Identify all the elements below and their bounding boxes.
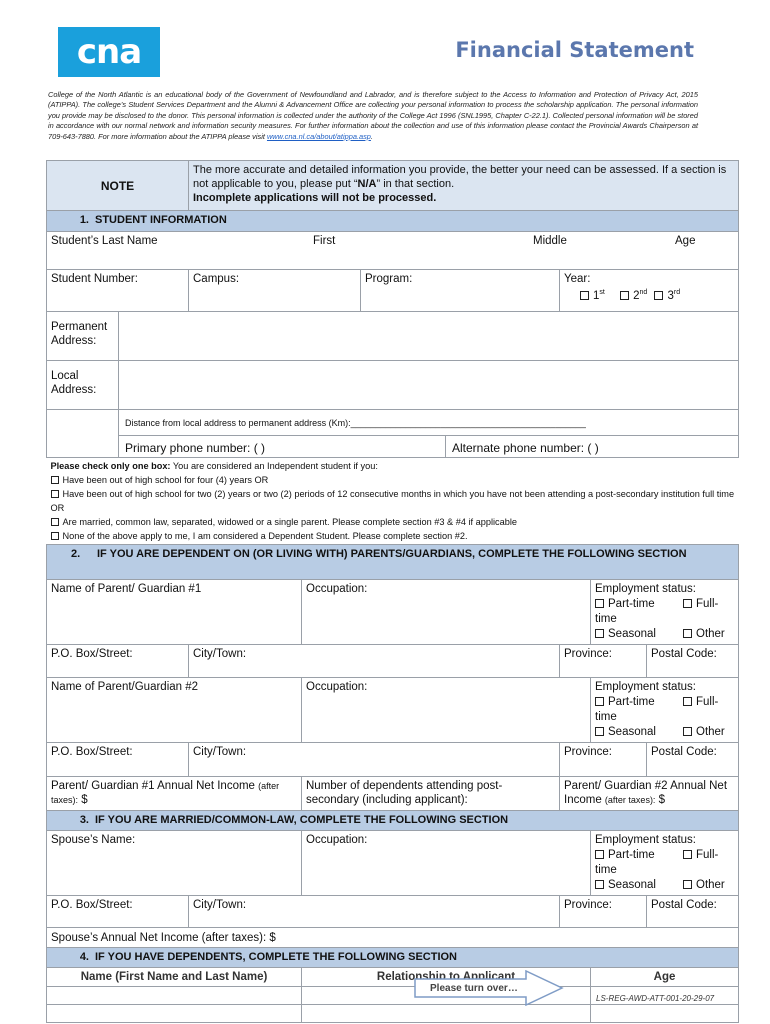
year-3-label: 3 [667, 289, 674, 302]
part-time-checkbox[interactable] [595, 597, 683, 612]
checkbox-icon [683, 629, 692, 638]
other-label: Other [696, 726, 725, 738]
parent2-name-field[interactable] [47, 678, 302, 743]
parent2-province-field[interactable] [560, 743, 647, 777]
checkbox-icon [51, 490, 59, 498]
note-text-1: The more accurate and detailed information you provide, the better your need can be assessed. If a section is not applicable to you, please put “ [193, 164, 727, 190]
status-option-1-label: Have been out of high school for four (4) years OR [62, 475, 269, 485]
after-taxes-label: (after taxes): [604, 795, 656, 805]
program-label: Program: [365, 273, 413, 285]
spouse-income-field[interactable] [47, 928, 739, 948]
year-2-checkbox[interactable] [620, 290, 647, 302]
parent2-income-field[interactable] [560, 777, 739, 811]
checkbox-icon [683, 599, 692, 608]
part-time-label: Part-time [608, 598, 655, 610]
city-label: City/Town: [193, 899, 247, 911]
other-label: Other [696, 628, 725, 640]
part-time-label: Part-time [608, 849, 655, 861]
parent1-income-field[interactable] [47, 777, 302, 811]
note-na: N/A [357, 178, 377, 190]
section-4-number: 4. [79, 951, 89, 963]
note-text-2: ” in that section. [376, 178, 455, 190]
checkbox-icon [654, 291, 663, 300]
seasonal-checkbox[interactable] [595, 627, 683, 642]
section-4-title: IF YOU HAVE DEPENDENTS, COMPLETE THE FOLLOWING SECTION [95, 951, 458, 963]
part-time-checkbox[interactable] [595, 848, 683, 863]
student-status-block [47, 458, 739, 545]
parent2-city-field[interactable] [189, 743, 560, 777]
cna-logo [58, 27, 160, 77]
checkbox-icon [595, 850, 604, 859]
po-box-label: P.O. Box/Street: [51, 648, 133, 660]
spouse-province-field[interactable] [560, 896, 647, 928]
status-option-3-label: Are married, common law, separated, widowed or a single parent. Please complete section #3 & #4 if applicable [62, 517, 518, 527]
note-label: NOTE [47, 161, 189, 211]
parent2-occupation-field[interactable] [302, 678, 591, 743]
checkbox-icon [595, 697, 604, 706]
section-1-number: 1. [79, 214, 89, 226]
checkbox-icon [595, 599, 604, 608]
checkbox-icon [683, 880, 692, 889]
parent2-street-field[interactable] [47, 743, 189, 777]
section-2-number: 2. [71, 548, 81, 560]
turn-over-text: Please turn over… [430, 983, 518, 994]
dependent-age-cell[interactable] [591, 1005, 739, 1023]
checkbox-icon [595, 880, 604, 889]
page-title: Financial Statement [455, 38, 694, 62]
city-label: City/Town: [193, 746, 247, 758]
spacer-cell [47, 436, 119, 458]
dependent-name-cell[interactable] [47, 1005, 302, 1023]
province-label: Province: [564, 746, 612, 758]
status-option-2[interactable] [51, 489, 735, 513]
year-3-checkbox[interactable] [654, 290, 680, 302]
spouse-income-label: Spouse’s Annual Net Income (after taxes): $ [51, 932, 276, 944]
parent2-postal-field[interactable] [647, 743, 739, 777]
full-time-label: Full-time [595, 696, 719, 723]
checkbox-icon [683, 727, 692, 736]
section-2-title: IF YOU ARE DEPENDENT ON (OR LIVING WITH) PARENTS/GUARDIANS, COMPLETE THE FOLLOWING SECTION [97, 548, 687, 560]
dollar-sign: $ [81, 794, 88, 806]
alternate-phone-field[interactable]: Alternate phone number: ( ) [446, 436, 739, 458]
full-time-label: Full-time [595, 849, 719, 876]
turn-over-arrow [414, 970, 564, 1006]
status-option-2-label: Have been out of high school for two (2) years or two (2) periods of 12 consecutive months in which you have not been attending a post-secondary institution full time OR [50, 489, 735, 513]
student-name-row[interactable] [47, 232, 739, 270]
student-number-field[interactable] [47, 270, 189, 312]
checkbox-icon [595, 727, 604, 736]
spouse-city-field[interactable] [189, 896, 560, 928]
campus-field[interactable] [189, 270, 361, 312]
local-address-label: Local Address: [47, 361, 119, 410]
form-code: LS-REG-AWD-ATT-001-20-29-07 [596, 994, 715, 1003]
spouse-postal-field[interactable] [647, 896, 739, 928]
parent1-employment-field [591, 580, 739, 645]
year-2-label: 2 [633, 289, 640, 302]
dependents-label: Number of dependents attending post-secondary (including applicant): [306, 780, 503, 806]
spouse-name-field[interactable] [47, 831, 302, 896]
part-time-label: Part-time [608, 696, 655, 708]
section-1-header [47, 211, 739, 232]
occupation-label: Occupation: [306, 681, 368, 693]
spouse-street-field[interactable] [47, 896, 189, 928]
checkbox-icon [595, 629, 604, 638]
parent1-occupation-field[interactable] [302, 580, 591, 645]
checkbox-icon [683, 697, 692, 706]
checkbox-icon [51, 476, 59, 484]
year-1-label: 1 [593, 289, 600, 302]
province-label: Province: [564, 899, 612, 911]
parent1-province-field[interactable] [560, 645, 647, 678]
year-1-suffix: st [599, 289, 605, 296]
po-box-label: P.O. Box/Street: [51, 899, 133, 911]
employment-label: Employment status: [595, 583, 696, 595]
campus-label: Campus: [193, 273, 240, 285]
seasonal-label: Seasonal [608, 628, 656, 640]
col-relationship: Relationship to Applicant [302, 968, 591, 987]
postal-code-label: Postal Code: [651, 746, 717, 758]
checkbox-icon [580, 291, 589, 300]
dollar-sign: $ [658, 794, 666, 806]
postal-code-label: Postal Code: [651, 899, 717, 911]
seasonal-label: Seasonal [608, 879, 656, 891]
section-3-title: IF YOU ARE MARRIED/COMMON-LAW, COMPLETE THE FOLLOWING SECTION [95, 814, 509, 826]
last-name-label: Student’s Last Name [51, 235, 158, 247]
distance-field[interactable]: Distance from local address to permanent address (Km):_______________________________________________ [119, 410, 739, 436]
dependent-relationship-cell[interactable] [302, 1005, 591, 1023]
section-1-title: STUDENT INFORMATION [95, 214, 227, 226]
occupation-label: Occupation: [306, 834, 368, 846]
parent2-name-label: Name of Parent/Guardian #2 [51, 681, 199, 693]
status-option-4[interactable] [51, 531, 468, 541]
parent2-income-label: Parent/ Guardian #2 Annual Net Income [564, 780, 728, 806]
year-1-checkbox[interactable] [580, 290, 605, 302]
financial-statement-form [46, 160, 739, 1023]
postal-code-label: Postal Code: [651, 648, 717, 660]
after-taxes-label: (after taxes): [51, 781, 280, 805]
dependents-field[interactable] [302, 777, 560, 811]
section-3-number: 3. [79, 814, 89, 826]
status-option-1[interactable] [51, 475, 269, 485]
permanent-address-field[interactable] [119, 312, 739, 361]
program-field[interactable] [361, 270, 560, 312]
spouse-occupation-field[interactable] [302, 831, 591, 896]
part-time-checkbox[interactable] [595, 695, 683, 710]
employment-label: Employment status: [595, 681, 696, 693]
year-field [560, 270, 739, 312]
col-dependent-name: Name (First Name and Last Name) [47, 968, 302, 987]
seasonal-checkbox[interactable] [595, 878, 683, 893]
spouse-employment-field [591, 831, 739, 896]
primary-phone-field[interactable]: Primary phone number: ( ) [119, 436, 446, 458]
spacer-cell [47, 410, 119, 436]
privacy-notice-end: . [370, 131, 373, 141]
employment-label: Employment status: [595, 834, 696, 846]
parent1-city-field[interactable] [189, 645, 560, 678]
status-option-3[interactable] [51, 517, 518, 527]
other-checkbox[interactable] [683, 879, 725, 891]
parent2-employment-field [591, 678, 739, 743]
privacy-notice-text: College of the North Atlantic is an educational body of the Government of Newfoundland and Labrador, and is therefore subject to the Access to Information and Protection of Privacy Act, 2015 (ATIPPA). The college’s Student Services Department and the Alumni & Advancement Office are collecting your personal information to process the scholarship application. The personal information you provide may be disclosed to the donor. This personal information is collected under the authority of the College Act 1996 (SNL1995, Chapter C-22.1). Collected personal information will be stored in accordance with our normal network and information security measures. For further information about the collection and use of this information please contact the Provincial Awards Chairperson at 709-643-7880. For more information about the ATIPPA please visit [48, 90, 698, 141]
checkbox-icon [51, 532, 59, 540]
status-lead-bold: Please check only one box: [50, 461, 171, 471]
atippa-link[interactable]: www.cna.nl.ca/about/atippa.asp [266, 131, 371, 141]
year-3-suffix: rd [673, 289, 681, 296]
city-label: City/Town: [193, 648, 247, 660]
full-time-label: Full-time [595, 598, 719, 625]
section-2-header [47, 545, 739, 580]
parent1-name-label: Name of Parent/ Guardian #1 [51, 583, 202, 595]
parent1-postal-field[interactable] [647, 645, 739, 678]
seasonal-checkbox[interactable] [595, 725, 683, 740]
seasonal-label: Seasonal [608, 726, 656, 738]
first-name-label: First [313, 235, 336, 247]
permanent-address-label: Permanent Address: [47, 312, 119, 361]
status-lead: You are considered an Independent student if you: [172, 461, 378, 471]
po-box-label: P.O. Box/Street: [51, 746, 133, 758]
province-label: Province: [564, 648, 612, 660]
parent1-income-label: Parent/ Guardian #1 Annual Net Income [51, 780, 255, 792]
note-warning: Incomplete applications will not be processed. [193, 192, 437, 204]
other-checkbox[interactable] [683, 628, 725, 640]
occupation-label: Occupation: [306, 583, 368, 595]
other-label: Other [696, 879, 725, 891]
note-text [189, 161, 739, 211]
middle-name-label: Middle [533, 235, 567, 247]
dependent-name-cell[interactable] [47, 987, 302, 1005]
parent1-name-field[interactable] [47, 580, 302, 645]
checkbox-icon [51, 518, 59, 526]
section-3-header [47, 811, 739, 831]
other-checkbox[interactable] [683, 726, 725, 738]
checkbox-icon [683, 850, 692, 859]
privacy-notice [48, 90, 698, 142]
spouse-name-label: Spouse’s Name: [51, 834, 136, 846]
year-2-suffix: nd [639, 289, 648, 296]
student-number-label: Student Number: [51, 273, 138, 285]
status-option-4-label: None of the above apply to me, I am considered a Dependent Student. Please complete section #2. [62, 531, 468, 541]
year-label: Year: [564, 273, 591, 285]
parent1-street-field[interactable] [47, 645, 189, 678]
section-4-header [47, 948, 739, 968]
checkbox-icon [620, 291, 629, 300]
age-label: Age [675, 235, 696, 247]
logo-text: cna [76, 32, 142, 72]
local-address-field[interactable] [119, 361, 739, 410]
col-age: Age [591, 968, 739, 987]
